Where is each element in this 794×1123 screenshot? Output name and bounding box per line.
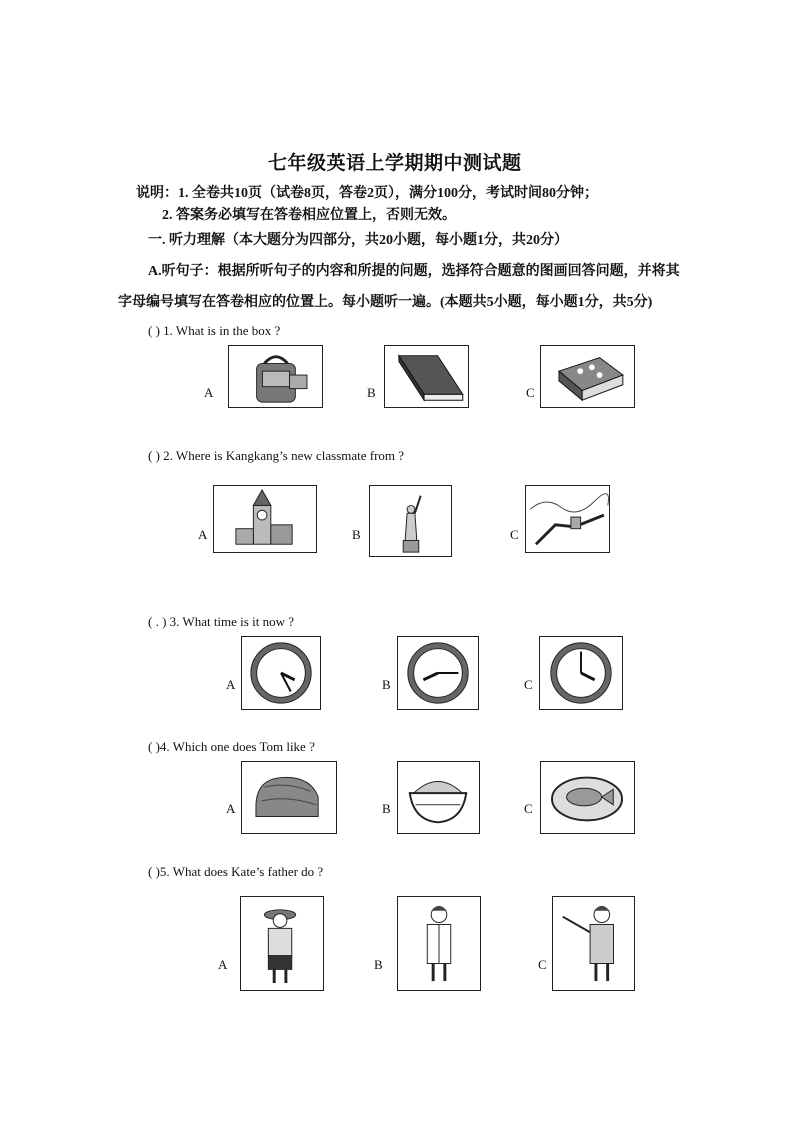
pencil-box-icon	[541, 346, 634, 407]
bag-icon	[229, 346, 322, 407]
question-1-text: ( ) 1. What is in the box ?	[148, 323, 281, 338]
part-a-line-2: 字母编号填写在答卷相应的位置上。每小题听一遍。(本题共5小题，每小题1分，共5分)	[118, 295, 653, 310]
farmer-icon	[241, 897, 323, 990]
q4-option-a-image[interactable]	[241, 761, 337, 834]
q3-option-b-image[interactable]	[397, 636, 479, 710]
q4-option-a-label: A	[226, 801, 236, 816]
q4-option-b-label: B	[382, 801, 391, 816]
q2-option-a-image[interactable]	[213, 485, 317, 553]
q5-option-a-label: A	[218, 957, 228, 972]
q3-option-b-label: B	[382, 677, 391, 692]
part-a-line-1: A.听句子：根据所听句子的内容和所提的问题，选择符合题意的图画回答问题，并将其	[148, 264, 680, 279]
instructions-line-2: 2. 答案务必填写在答卷相应位置上，否则无效。	[162, 208, 456, 223]
q5-option-a-image[interactable]	[240, 896, 324, 991]
q4-option-c-image[interactable]	[540, 761, 635, 834]
fish-icon	[541, 762, 634, 833]
q3-option-a-label: A	[226, 677, 236, 692]
q5-option-c-image[interactable]	[552, 896, 635, 991]
great-wall-icon	[526, 486, 609, 552]
clock-a-icon	[242, 637, 320, 709]
q1-option-a-label: A	[204, 385, 214, 400]
q3-option-c-image[interactable]	[539, 636, 623, 710]
q5-option-b-image[interactable]	[397, 896, 481, 991]
teacher-icon	[553, 897, 634, 990]
q2-option-c-label: C	[510, 527, 519, 542]
question-5-text: ( )5. What does Kate’s father do ?	[148, 864, 324, 879]
rice-icon	[398, 762, 479, 833]
q3-option-c-label: C	[524, 677, 533, 692]
q5-option-c-label: C	[538, 957, 547, 972]
q1-option-b-image[interactable]	[384, 345, 469, 408]
q2-option-b-label: B	[352, 527, 361, 542]
page-title: 七年级英语上学期期中测试题	[268, 153, 522, 174]
q3-option-a-image[interactable]	[241, 636, 321, 710]
instructions-line-1: 说明：1. 全卷共10页（试卷8页，答卷2页），满分100分，考试时间80分钟；	[136, 186, 598, 201]
book-icon	[385, 346, 468, 407]
doctor-icon	[398, 897, 480, 990]
question-3-text: ( . ) 3. What time is it now ?	[148, 614, 294, 629]
q5-option-b-label: B	[374, 957, 383, 972]
q2-option-b-image[interactable]	[369, 485, 452, 557]
question-2-text: ( ) 2. Where is Kangkang’s new classmate from ?	[148, 448, 405, 463]
statue-of-liberty-icon	[370, 486, 451, 556]
q1-option-b-label: B	[367, 385, 376, 400]
question-4-text: ( )4. Which one does Tom like ?	[148, 739, 315, 754]
q4-option-c-label: C	[524, 801, 533, 816]
clock-b-icon	[398, 637, 478, 709]
section-heading: 一. 听力理解（本大题分为四部分，共20小题，每小题1分，共20分）	[148, 233, 568, 248]
q1-option-c-image[interactable]	[540, 345, 635, 408]
clock-c-icon	[540, 637, 622, 709]
bread-icon	[242, 762, 336, 833]
q1-option-c-label: C	[526, 385, 535, 400]
q2-option-a-label: A	[198, 527, 208, 542]
big-ben-icon	[214, 486, 316, 552]
q1-option-a-image[interactable]	[228, 345, 323, 408]
q4-option-b-image[interactable]	[397, 761, 480, 834]
q2-option-c-image[interactable]	[525, 485, 610, 553]
